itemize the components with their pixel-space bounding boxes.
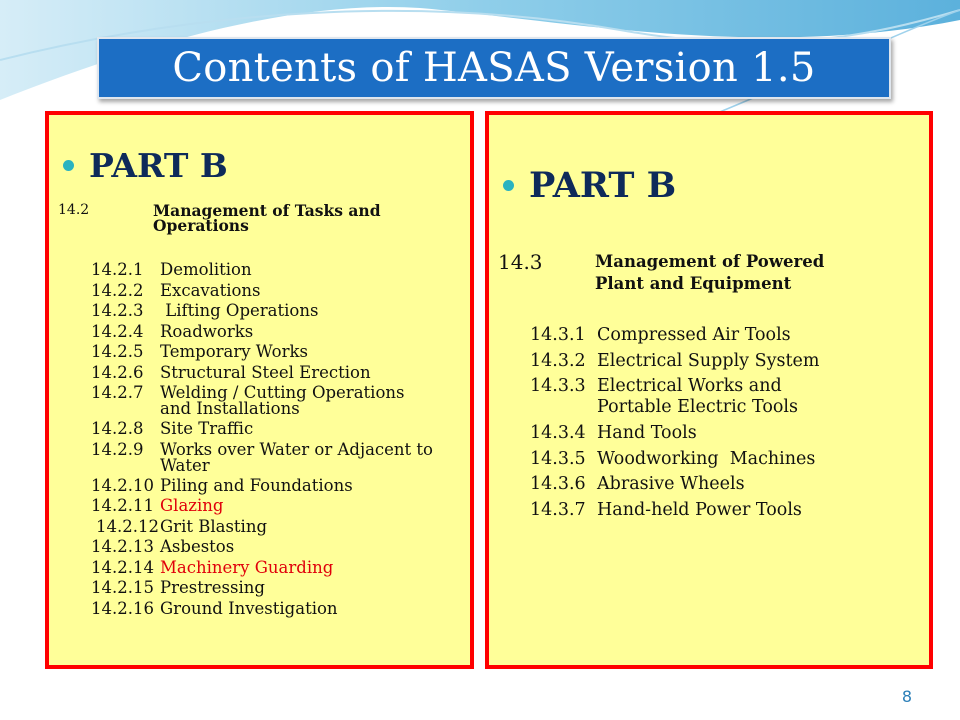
item-number: 14.2.13 xyxy=(91,537,154,556)
item-number: 14.2.16 xyxy=(91,599,154,618)
list-item xyxy=(49,344,308,360)
list-item xyxy=(49,519,267,535)
right-part-heading: PART B xyxy=(529,165,677,206)
page-number: 8 xyxy=(901,687,912,706)
left-section-number: 14.2 xyxy=(58,202,90,218)
list-item xyxy=(49,303,318,319)
item-number: 14.2.6 xyxy=(91,363,144,382)
item-number: 14.2.14 xyxy=(91,558,154,577)
list-item xyxy=(489,325,791,346)
right-section-title-2: Plant and Equipment xyxy=(595,274,792,293)
list-item xyxy=(49,324,253,340)
item-label: Compressed Air Tools xyxy=(597,325,791,345)
item-label: Grit Blasting xyxy=(160,517,268,536)
list-item xyxy=(489,376,798,418)
left-panel xyxy=(45,111,474,669)
item-label: Hand Tools xyxy=(597,423,697,443)
list-item xyxy=(489,449,815,470)
item-label: Piling and Foundations xyxy=(160,476,353,495)
item-label: Temporary Works xyxy=(160,342,308,361)
list-item xyxy=(489,351,819,372)
list-item xyxy=(49,283,261,299)
left-section-title-1: Management of Tasks and xyxy=(153,201,381,220)
bullet-icon xyxy=(503,180,514,191)
item-number: 14.3.4 xyxy=(530,423,586,443)
left-section-title-2: Operations xyxy=(153,216,249,235)
list-item xyxy=(49,262,252,278)
item-label: Excavations xyxy=(160,281,261,300)
list-item xyxy=(49,421,253,437)
item-number: 14.2.3 xyxy=(91,301,144,320)
item-label-continued: and Installations xyxy=(160,398,300,418)
list-item xyxy=(49,442,433,473)
item-label: Asbestos xyxy=(160,537,235,556)
item-number: 14.3.7 xyxy=(530,500,586,520)
title-banner xyxy=(97,37,891,99)
left-section-header xyxy=(49,203,381,233)
item-number: 14.2.8 xyxy=(91,419,144,438)
item-number: 14.2.1 xyxy=(91,260,144,279)
right-panel xyxy=(485,111,933,669)
item-label: Electrical Works and xyxy=(597,376,782,396)
list-item xyxy=(49,498,223,514)
item-label: Abrasive Wheels xyxy=(597,474,745,494)
item-number: 14.2.9 xyxy=(91,440,144,459)
item-label: Woodworking Machines xyxy=(597,449,816,469)
page-title: Contents of HASAS Version 1.5 xyxy=(172,45,816,91)
item-label: Demolition xyxy=(160,260,252,279)
list-item xyxy=(49,560,333,576)
item-number: 14.3.2 xyxy=(530,351,586,371)
list-item xyxy=(49,539,234,555)
left-part-heading: PART B xyxy=(89,146,228,185)
item-label: Glazing xyxy=(160,496,224,515)
list-item xyxy=(49,385,404,416)
item-label: Welding / Cutting Operations xyxy=(160,383,405,402)
item-number: 14.3.5 xyxy=(530,449,586,469)
item-number: 14.2.11 xyxy=(91,496,154,515)
right-heading-row xyxy=(503,165,676,206)
list-item xyxy=(49,601,338,617)
item-number: 14.2.2 xyxy=(91,281,144,300)
item-label: Site Traffic xyxy=(160,419,254,438)
right-section-title-1: Management of Powered xyxy=(595,252,825,271)
item-number: 14.2.12 xyxy=(96,517,159,536)
item-label: Prestressing xyxy=(160,578,265,597)
list-item xyxy=(489,474,745,495)
item-number: 14.2.15 xyxy=(91,578,154,597)
item-label: Machinery Guarding xyxy=(160,558,334,577)
list-item xyxy=(49,365,371,381)
item-number: 14.2.10 xyxy=(91,476,154,495)
list-item xyxy=(49,580,265,596)
item-label: Electrical Supply System xyxy=(597,351,820,371)
item-label: Ground Investigation xyxy=(160,599,338,618)
item-label: Hand-held Power Tools xyxy=(597,500,802,520)
list-item xyxy=(489,423,697,444)
item-number: 14.3.1 xyxy=(530,325,586,345)
item-label: Roadworks xyxy=(160,322,254,341)
item-number: 14.2.4 xyxy=(91,322,144,341)
item-number: 14.3.3 xyxy=(530,376,586,396)
item-label: Lifting Operations xyxy=(160,301,319,320)
item-number: 14.3.6 xyxy=(530,474,586,494)
item-label: Structural Steel Erection xyxy=(160,363,371,382)
item-label: Works over Water or Adjacent to xyxy=(160,440,433,459)
item-label-continued: Portable Electric Tools xyxy=(597,397,799,417)
item-label-continued: Water xyxy=(160,455,210,475)
list-item xyxy=(49,478,353,494)
item-number: 14.2.5 xyxy=(91,342,144,361)
left-heading-row xyxy=(63,146,228,185)
list-item xyxy=(489,500,802,521)
right-section-number: 14.3 xyxy=(498,250,543,274)
item-number: 14.2.7 xyxy=(91,383,144,402)
bullet-icon xyxy=(63,160,74,171)
right-section-header xyxy=(489,251,824,295)
